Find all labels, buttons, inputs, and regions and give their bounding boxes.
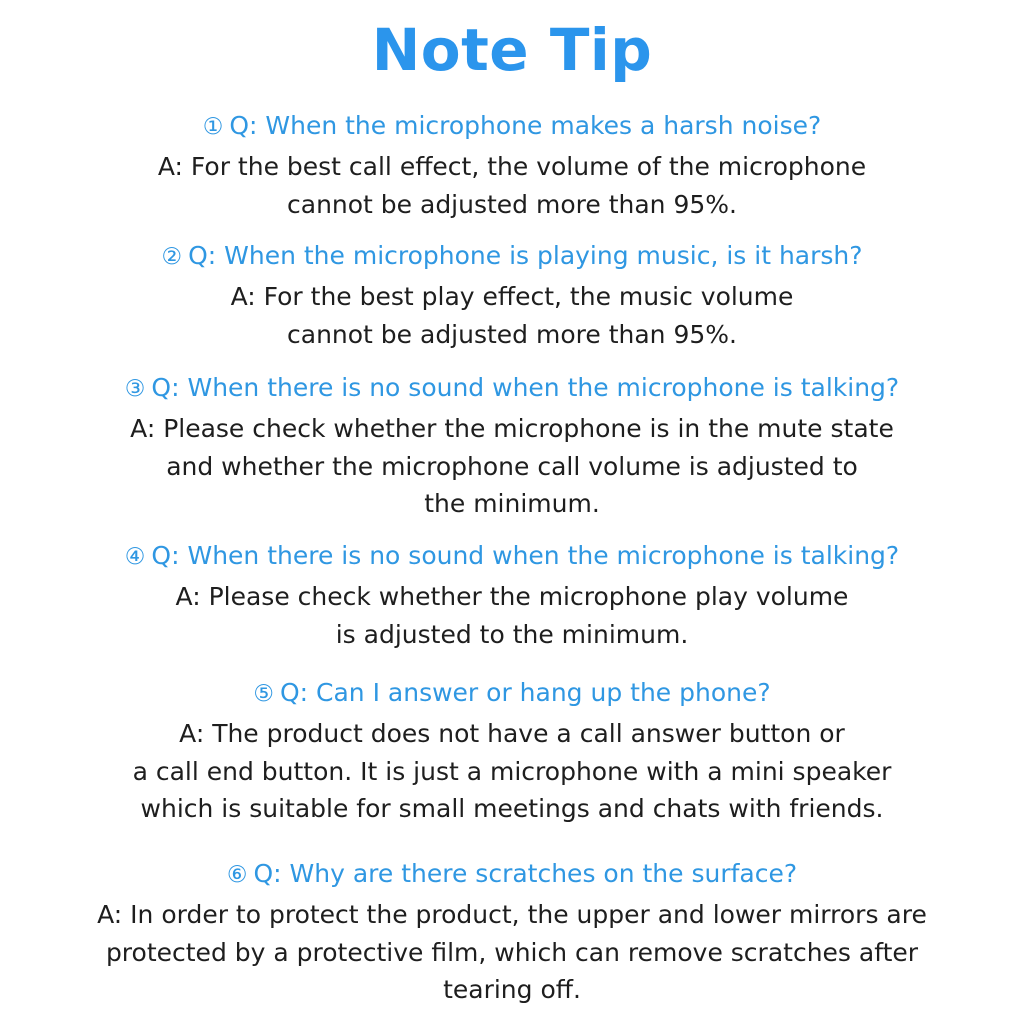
- qa-item-3: [0, 370, 1024, 523]
- circled-number-2-icon: ②: [161, 244, 183, 270]
- question-5: ⑤ Q: Can I answer or hang up the phone?: [253, 678, 771, 707]
- answer-1: A: For the best call effect, the volume of the microphone cannot be adjusted more than 95%.: [157, 152, 867, 219]
- qa-item-4: [0, 538, 1024, 653]
- question-1: ① Q: When the microphone makes a harsh noise?: [202, 111, 822, 140]
- circled-number-3-icon: ③: [124, 376, 146, 402]
- qa-item-5: [0, 675, 1024, 828]
- circled-number-4-icon: ④: [124, 544, 146, 570]
- qa-item-2: [0, 238, 1024, 353]
- answer-5: A: The product does not have a call answer button or a call end button. It is just a microphone with a mini speaker which is suitable for small meetings and chats with friends.: [132, 719, 892, 823]
- question-3: ③ Q: When there is no sound when the microphone is talking?: [124, 373, 900, 402]
- circled-number-1-icon: ①: [202, 114, 224, 140]
- question-4: ④ Q: When there is no sound when the microphone is talking?: [124, 541, 900, 570]
- question-6: ⑥ Q: Why are there scratches on the surface?: [226, 859, 798, 888]
- qa-item-6: [0, 856, 1024, 1009]
- page-title: Note Tip: [371, 16, 653, 84]
- circled-number-5-icon: ⑤: [253, 681, 274, 707]
- answer-6: A: In order to protect the product, the upper and lower mirrors are protected by a protective film, which can remove scratches after tearing off.: [97, 900, 927, 1004]
- question-2: ② Q: When the microphone is playing music, is it harsh?: [161, 241, 863, 270]
- answer-2: A: For the best play effect, the music volume cannot be adjusted more than 95%.: [230, 282, 794, 349]
- answer-3: A: Please check whether the microphone is in the mute state and whether the microphone call volume is adjusted to the minimum.: [130, 414, 894, 518]
- circled-number-6-icon: ⑥: [226, 862, 248, 888]
- answer-4: A: Please check whether the microphone play volume is adjusted to the minimum.: [175, 582, 849, 649]
- qa-item-1: [0, 108, 1024, 223]
